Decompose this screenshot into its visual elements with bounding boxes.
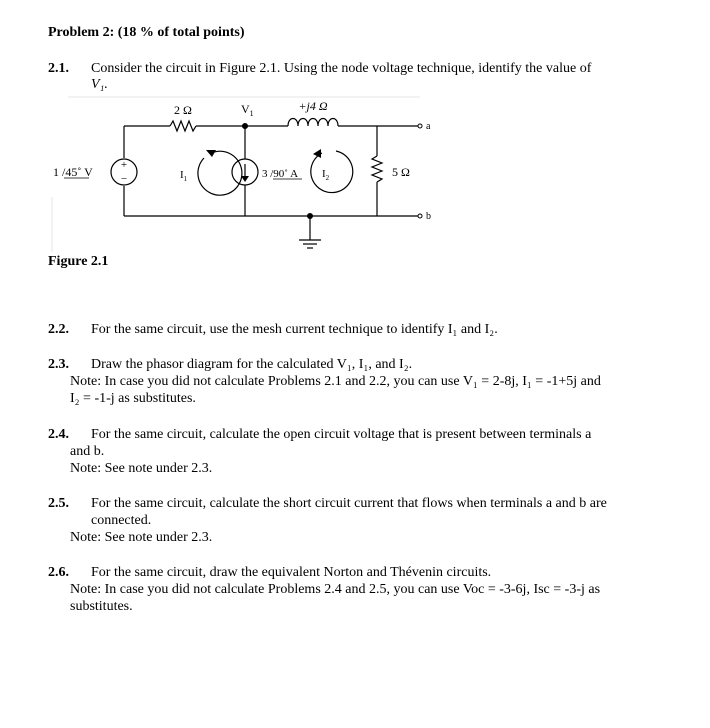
i2-label-sub: 2 xyxy=(325,174,330,182)
problem-2-5-text-line2: connected. xyxy=(91,513,152,528)
figure-caption: Figure 2.1 xyxy=(48,254,109,269)
r1-label: 2 Ω xyxy=(174,103,192,117)
r2-label: 5 Ω xyxy=(392,165,410,179)
problem-2-3-note-line1: Note: In case you did not calculate Problems 2.1 and 2.2, you can use V₁ = 2-8j, I₁ = -1+5j and xyxy=(70,374,601,389)
current-source-arrowhead xyxy=(241,176,249,182)
problem-2-3-text: Draw the phasor diagram for the calculated V₁, I₁, and I₂. xyxy=(91,357,413,372)
i1-label-sub: 1 xyxy=(183,175,188,183)
i2-label-main: I xyxy=(322,168,326,180)
terminal-b-label: b xyxy=(426,211,431,222)
v1-label-main: V xyxy=(241,102,250,116)
i2-label xyxy=(322,168,330,182)
resistor-5ohm xyxy=(372,156,382,182)
problem-2-5-text-line1: For the same circuit, calculate the short circuit current that flows when terminals a and b are xyxy=(91,496,607,511)
current-source-label: 3 /90˚ A xyxy=(262,168,299,180)
problem-2-6-note-line2: substitutes. xyxy=(70,599,133,614)
problem-2-4-number: 2.4. xyxy=(48,427,69,442)
inductor-label: +j4 Ω xyxy=(298,99,328,113)
source-plus-sign: + xyxy=(120,159,128,171)
mesh-i1-arrowhead xyxy=(206,150,216,157)
problem-title: Problem 2: (18 % of total points) xyxy=(48,25,245,40)
problem-2-5-note: Note: See note under 2.3. xyxy=(70,530,213,545)
mesh-current-i1-arc xyxy=(198,151,242,195)
problem-2-3-number: 2.3. xyxy=(48,357,69,372)
problem-2-1-text-line1: Consider the circuit in Figure 2.1. Using the node voltage technique, identify the value of xyxy=(91,61,592,76)
ground-node-dot xyxy=(307,213,313,219)
source-minus-sign: − xyxy=(120,173,128,185)
i1-label-main: I xyxy=(180,169,184,181)
terminal-a-label: a xyxy=(426,121,431,132)
problem-2-4-text-line2: and b. xyxy=(70,444,105,459)
v1-label xyxy=(241,102,254,118)
problem-2-1-text-line2: V₁. xyxy=(91,77,108,92)
terminal-b-dot xyxy=(418,214,422,218)
mesh-current-i2-arc xyxy=(311,151,353,193)
v1-label-sub: 1 xyxy=(249,109,254,118)
circuit-diagram xyxy=(40,92,450,262)
problem-2-1-number: 2.1. xyxy=(48,61,69,76)
problem-2-2-text: For the same circuit, use the mesh current technique to identify I₁ and I₂. xyxy=(91,322,498,337)
problem-2-3-note-line2: I₂ = -1-j as substitutes. xyxy=(70,391,196,406)
node-v1-dot xyxy=(242,123,248,129)
resistor-2ohm xyxy=(170,121,196,131)
terminal-a-dot xyxy=(418,124,422,128)
problem-2-6-number: 2.6. xyxy=(48,565,69,580)
problem-2-5-number: 2.5. xyxy=(48,496,69,511)
problem-2-6-text: For the same circuit, draw the equivalent Norton and Thévenin circuits. xyxy=(91,565,492,580)
source-label: 1 /45˚ V xyxy=(53,165,93,179)
problem-2-6-note-line1: Note: In case you did not calculate Problems 2.4 and 2.5, you can use Voc = -3-6j, Isc = -3-j as xyxy=(70,582,601,597)
inductor-j4 xyxy=(288,119,338,127)
problem-2-4-note: Note: See note under 2.3. xyxy=(70,461,213,476)
problem-2-2-number: 2.2. xyxy=(48,322,69,337)
problem-2-4-text-line1: For the same circuit, calculate the open circuit voltage that is present between terminals a xyxy=(91,427,592,442)
i1-label xyxy=(180,169,188,183)
